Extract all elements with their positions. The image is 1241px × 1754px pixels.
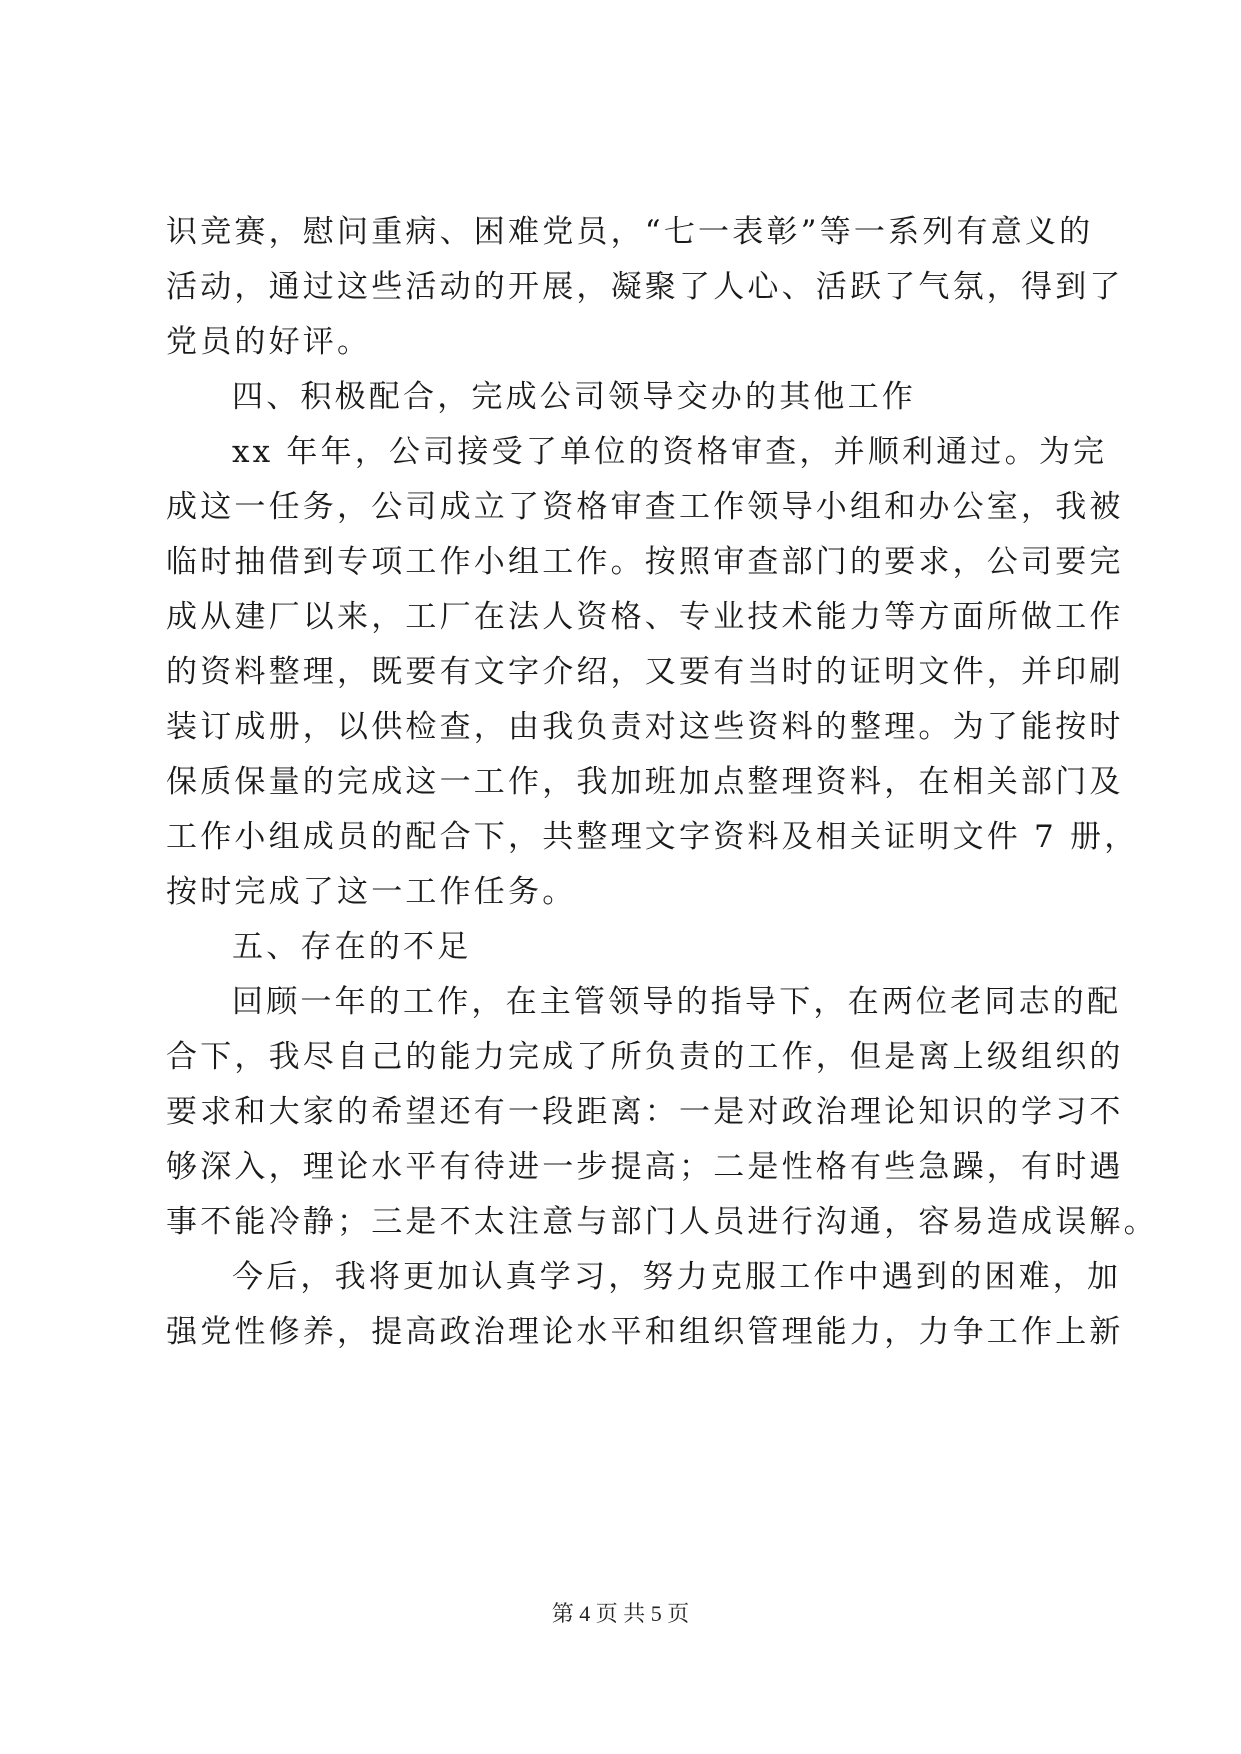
body-text-line: 今后，我将更加认真学习，努力克服工作中遇到的困难，加: [232, 1259, 1122, 1295]
body-text-line: 保质保量的完成这一工作，我加班加点整理资料，在相关部门及: [166, 764, 1124, 800]
body-text-line: 识竞赛，慰问重病、困难党员，“七一表彰”等一系列有意义的: [166, 214, 1094, 250]
body-text-line: 回顾一年的工作，在主管领导的指导下，在两位老同志的配: [232, 984, 1122, 1020]
page-number-footer: 第 4 页 共 5 页: [551, 1601, 690, 1626]
body-text-line: 工作小组成员的配合下，共整理文字资料及相关证明文件 7 册，: [166, 819, 1139, 855]
body-text-line: 党员的好评。: [166, 324, 372, 360]
body-text-line: 成从建厂以来，工厂在法人资格、专业技术能力等方面所做工作: [166, 599, 1124, 635]
body-text-line: 临时抽借到专项工作小组工作。按照审查部门的要求，公司要完: [166, 544, 1124, 580]
body-text-line: 强党性修养，提高政治理论水平和组织管理能力，力争工作上新: [166, 1314, 1124, 1350]
body-text-line: 合下，我尽自己的能力完成了所负责的工作，但是离上级组织的: [166, 1039, 1124, 1075]
body-text-line: 成这一任务，公司成立了资格审查工作领导小组和办公室，我被: [166, 489, 1124, 525]
section-heading-5: 五、存在的不足: [232, 929, 472, 965]
body-text-line: 够深入，理论水平有待进一步提高；二是性格有些急躁，有时遇: [166, 1149, 1124, 1185]
body-text-line: 事不能冷静；三是不太注意与部门人员进行沟通，容易造成误解。: [166, 1204, 1158, 1240]
body-text-line: 装订成册，以供检查，由我负责对这些资料的整理。为了能按时: [166, 709, 1124, 745]
body-text-line: 要求和大家的希望还有一段距离：一是对政治理论知识的学习不: [166, 1094, 1124, 1130]
section-heading-4: 四、积极配合，完成公司领导交办的其他工作: [232, 379, 916, 415]
body-text-line: 的资料整理，既要有文字介绍，又要有当时的证明文件，并印刷: [166, 654, 1124, 690]
body-text-line: 活动，通过这些活动的开展，凝聚了人心、活跃了气氛，得到了: [166, 269, 1124, 305]
body-text-line: xx 年年，公司接受了单位的资格审查，并顺利通过。为完: [232, 434, 1108, 470]
body-text-line: 按时完成了这一工作任务。: [166, 874, 577, 910]
